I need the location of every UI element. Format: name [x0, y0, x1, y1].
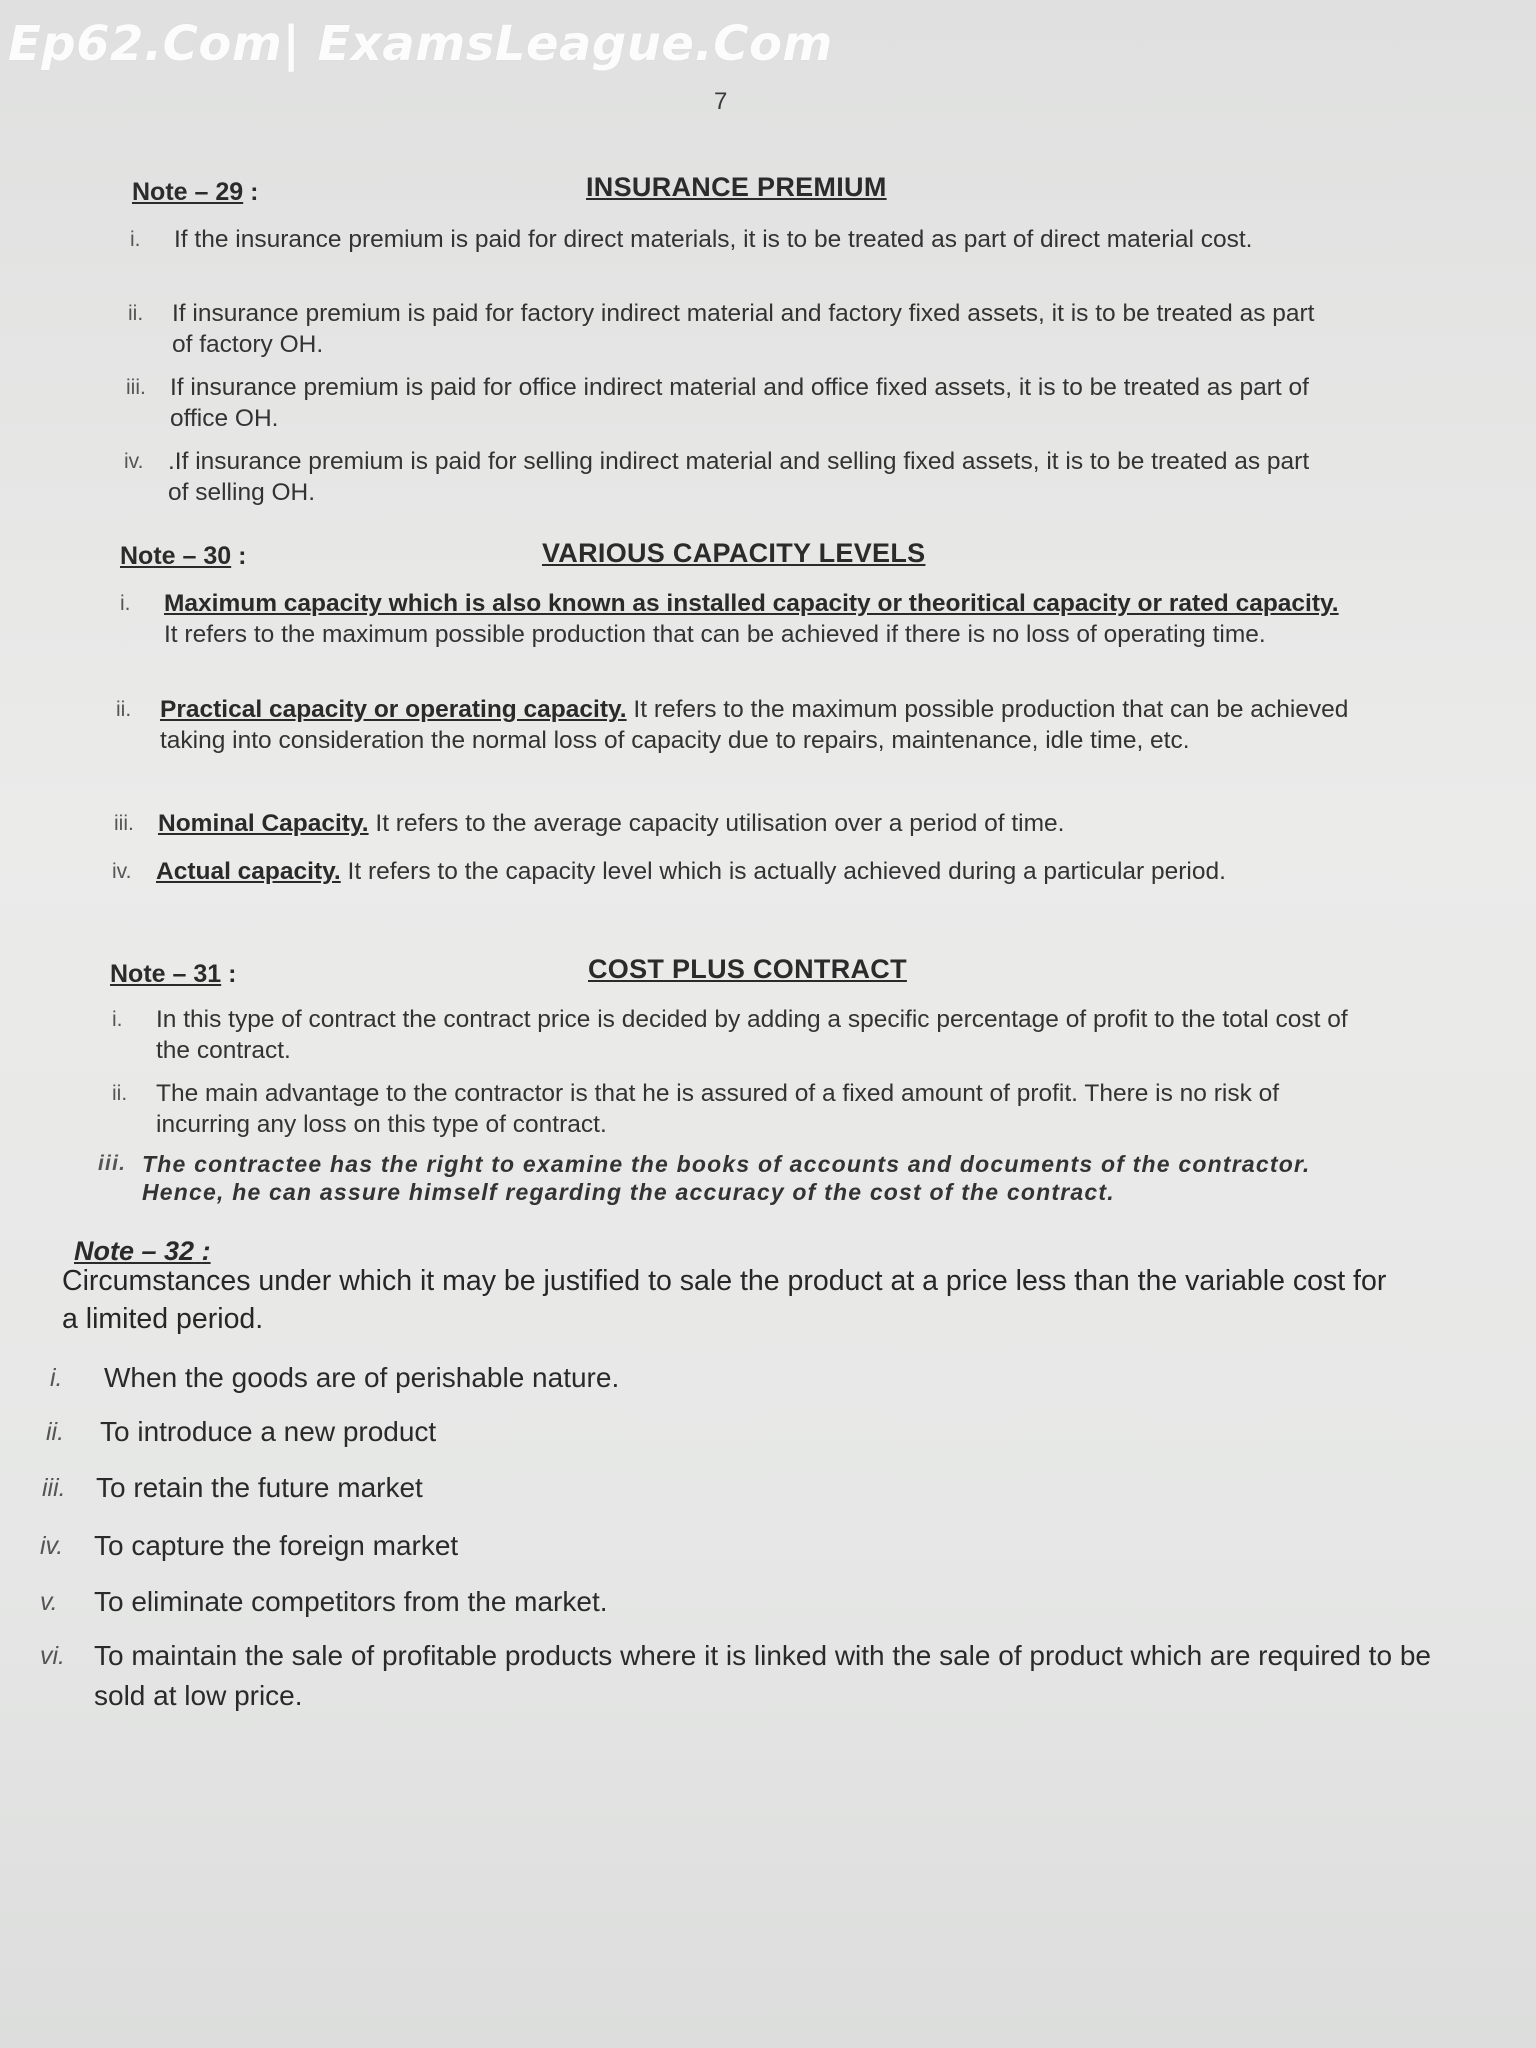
item-text: When the goods are of perishable nature.: [104, 1362, 620, 1393]
item-text: If insurance premium is paid for office indirect material and office fixed assets, it is to be treated as part of office OH.: [170, 374, 1309, 432]
note-29-label: [132, 178, 258, 207]
item-text: [156, 856, 1352, 887]
item-number: i.: [120, 592, 131, 615]
item-text: To maintain the sale of profitable products where it is linked with the sale of product which are required to be sold at low price.: [94, 1640, 1431, 1711]
item-number: iii.: [114, 812, 134, 835]
item-body: It refers to the maximum possible production that can be achieved taking into consideration the normal loss of capacity due to repairs, maintenance, idle time, etc.: [160, 696, 1349, 754]
item-lead: Practical capacity or operating capacity.: [160, 696, 627, 723]
note-30-colon: :: [238, 542, 247, 570]
note-32-heading: Circumstances under which it may be justified to sale the product at a price less than the variable cost for a limited period.: [62, 1265, 1387, 1335]
item-body: It refers to the capacity level which is actually achieved during a particular period.: [347, 858, 1226, 885]
item-number: iv.: [112, 860, 132, 883]
item-body: It refers to the average capacity utilisation over a period of time.: [375, 810, 1065, 837]
item-text: .If insurance premium is paid for selling indirect material and selling fixed assets, it is to be treated as part of selling OH.: [168, 448, 1310, 506]
item-text: The contractee has the right to examine the books of accounts and documents of the contractor. Hence, he can assure himself regarding the accuracy of the cost of the contract.: [142, 1151, 1311, 1205]
item-number: i.: [50, 1364, 63, 1392]
note-29-label-text: Note – 29: [132, 178, 244, 206]
item-text: [160, 694, 1350, 756]
note-30-title: VARIOUS CAPACITY LEVELS: [542, 538, 926, 568]
note-32-label-text: Note – 32: [74, 1236, 195, 1266]
note-30-label: [120, 542, 246, 571]
item-body: It refers to the maximum possible production that can be achieved if there is no loss of operating time.: [164, 621, 1266, 648]
item-text: To eliminate competitors from the market.: [94, 1586, 608, 1617]
item-number: ii.: [128, 302, 144, 325]
note-29-colon: :: [250, 178, 259, 206]
item-text: If insurance premium is paid for factory indirect material and factory fixed assets, it is to be treated as part of factory OH.: [172, 300, 1315, 358]
item-number: ii.: [112, 1082, 128, 1105]
item-text: The main advantage to the contractor is that he is assured of a fixed amount of profit. There is no risk of incurring any loss on this type of contract.: [156, 1080, 1280, 1138]
note-31-label-text: Note – 31: [110, 960, 222, 988]
item-number: iv.: [40, 1532, 64, 1560]
item-number: iii.: [98, 1152, 127, 1175]
note-30-label-text: Note – 30: [120, 542, 232, 570]
watermark: Ep62.Com| ExamsLeague.Com: [8, 16, 833, 72]
item-number: ii.: [116, 698, 132, 721]
item-number: vi.: [40, 1642, 65, 1670]
item-lead: Maximum capacity which is also known as installed capacity or theoritical capacity or rated capacity.: [164, 590, 1339, 617]
item-lead: Nominal Capacity.: [158, 810, 369, 837]
item-text: In this type of contract the contract price is decided by adding a specific percentage of profit to the total cost of the contract.: [156, 1006, 1348, 1064]
item-text: [164, 588, 1350, 650]
item-text: To introduce a new product: [100, 1416, 437, 1447]
item-text: To retain the future market: [96, 1472, 423, 1503]
item-lead: Actual capacity.: [156, 858, 341, 885]
item-number: v.: [40, 1588, 58, 1616]
item-number: iii.: [126, 376, 146, 399]
page-number: 7: [714, 88, 728, 115]
note-29-title: INSURANCE PREMIUM: [586, 172, 887, 202]
item-number: i.: [130, 228, 141, 251]
note-31-colon: :: [228, 960, 237, 988]
item-text: To capture the foreign market: [94, 1530, 459, 1561]
item-number: ii.: [46, 1418, 65, 1446]
item-text: If the insurance premium is paid for direct materials, it is to be treated as part of direct material cost.: [174, 226, 1253, 253]
note-31-label: [110, 960, 236, 989]
note-31-title: COST PLUS CONTRACT: [588, 954, 907, 984]
item-number: iii.: [42, 1474, 66, 1502]
note-32-colon: :: [201, 1236, 211, 1266]
item-number: iv.: [124, 450, 144, 473]
item-text: [158, 808, 1348, 839]
item-number: i.: [112, 1008, 123, 1031]
